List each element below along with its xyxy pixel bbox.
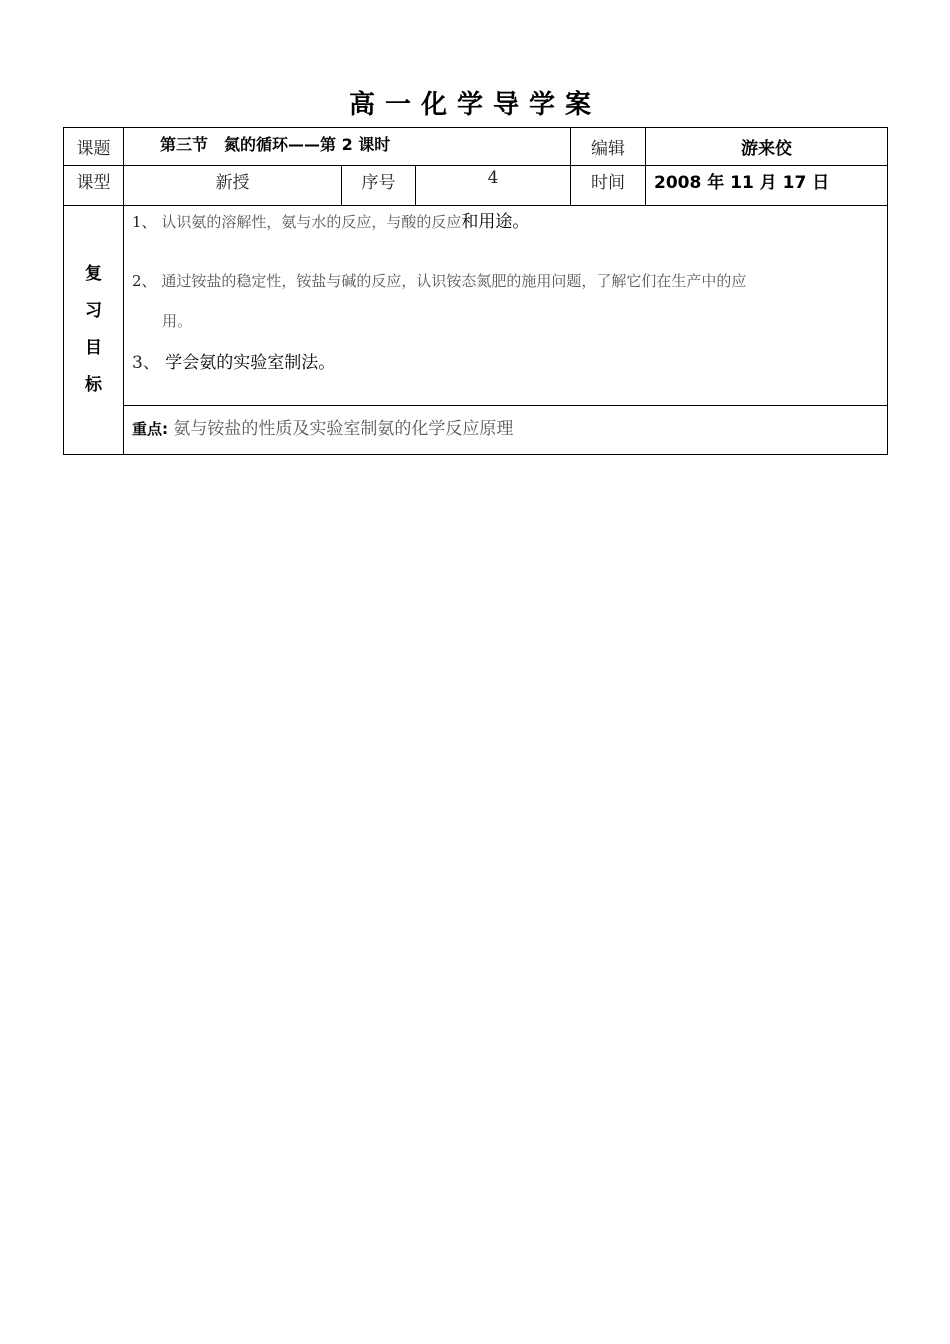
type-row xyxy=(64,166,888,206)
editor-value: 游来佼 xyxy=(646,128,888,166)
goals-label-char: 目 xyxy=(85,338,102,358)
goal-item xyxy=(132,343,877,383)
goal-number: 3、 xyxy=(132,353,160,373)
goals-label-char: 复 xyxy=(85,264,102,284)
time-label: 时间 xyxy=(571,166,646,206)
key-points-text: 氨与铵盐的性质及实验室制氨的化学反应原理 xyxy=(173,419,514,439)
goal-text-continued: 用。 xyxy=(162,312,193,330)
seq-label: 序号 xyxy=(342,166,416,206)
goal-text: 学会氨的实验室制法。 xyxy=(165,353,336,373)
seq-value: 4 xyxy=(416,166,571,206)
editor-label: 编辑 xyxy=(571,128,646,166)
topic-label: 课题 xyxy=(64,128,124,166)
key-points-label: 重点: xyxy=(132,420,168,438)
type-value: 新授 xyxy=(124,166,342,206)
goal-text-tail: 和用途。 xyxy=(461,212,530,232)
goal-item xyxy=(132,261,877,341)
topic-value: 第三节 氮的循环——第 2 课时 xyxy=(124,128,571,166)
type-label: 课型 xyxy=(64,166,124,206)
key-points-row xyxy=(64,406,888,455)
lesson-plan-table xyxy=(63,127,888,455)
topic-row xyxy=(64,128,888,166)
goals-label-char: 标 xyxy=(85,375,102,395)
goals-label-char: 习 xyxy=(85,301,102,321)
goal-number: 2、 xyxy=(132,272,157,290)
goals-list xyxy=(124,206,888,406)
page-title: 高一化学导学案 xyxy=(348,90,601,120)
goal-text: 通过铵盐的稳定性，铵盐与碱的反应，认识铵态氮肥的施用问题，了解它们在生产中的应 xyxy=(161,272,747,290)
goals-row xyxy=(64,206,888,406)
goal-text: 认识氨的溶解性，氨与水的反应，与酸的反应 xyxy=(161,213,462,231)
goal-item xyxy=(132,212,877,232)
time-value: 2008 年 11 月 17 日 xyxy=(646,166,888,206)
goals-side-label xyxy=(64,206,124,455)
key-points xyxy=(124,406,888,455)
goal-number: 1、 xyxy=(132,213,157,231)
